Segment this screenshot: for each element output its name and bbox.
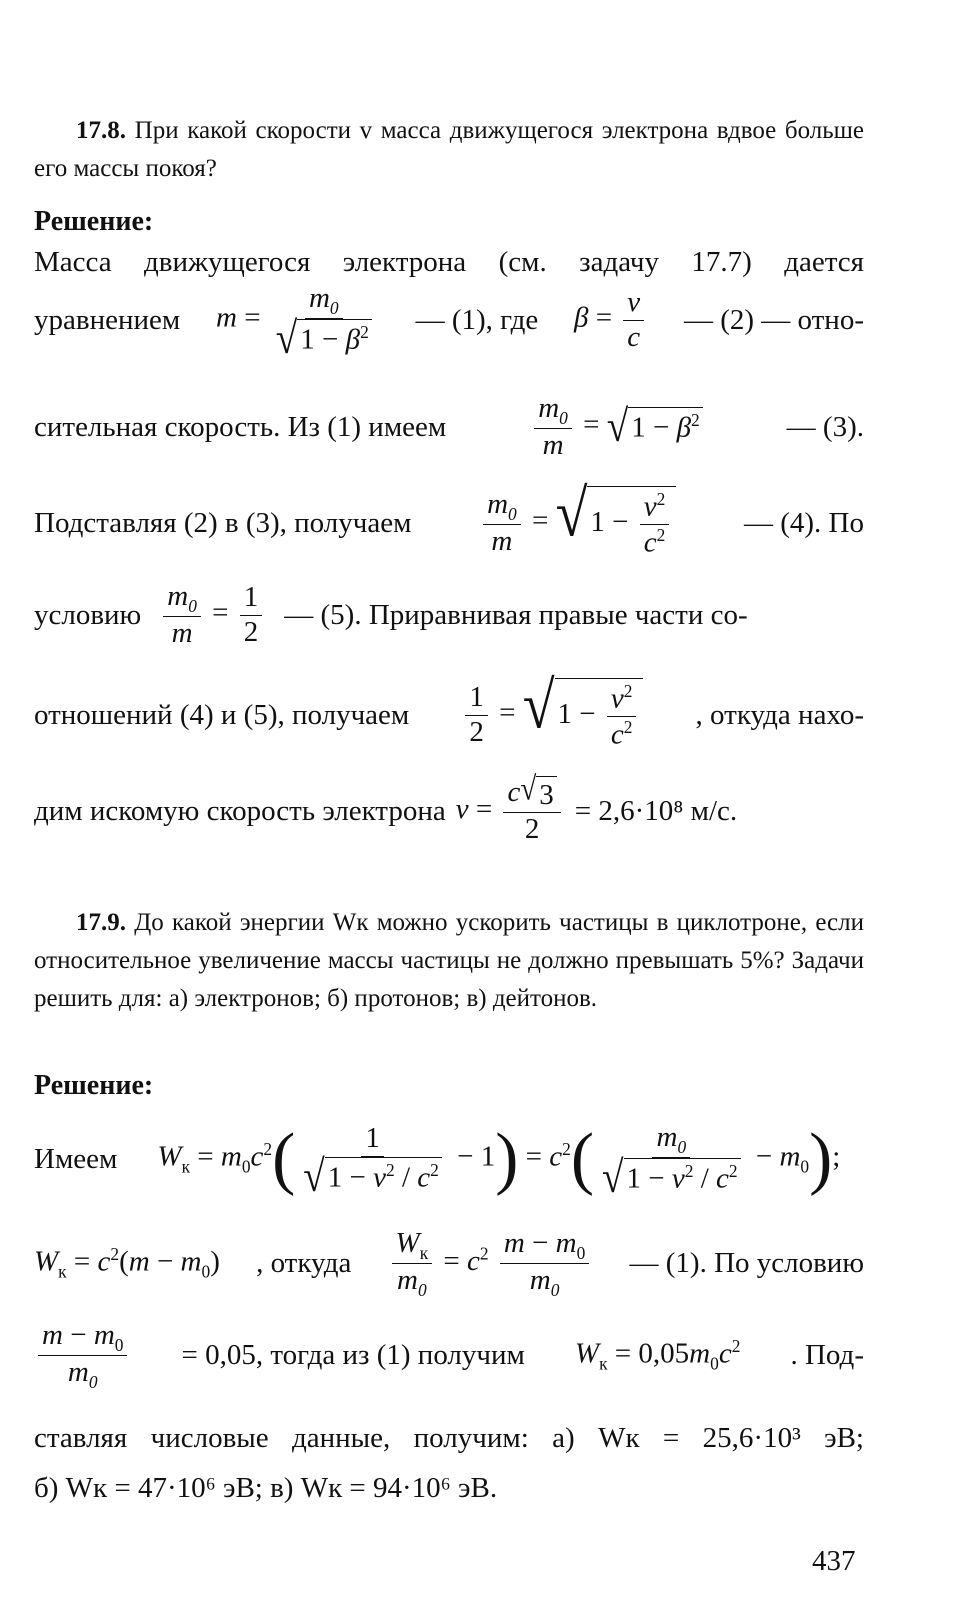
equation-row-2: [34, 372, 864, 482]
equation-row-1: [34, 265, 864, 375]
text: дим искомую скорость электрона: [34, 794, 446, 827]
results-line-1: ставляя числовые данные, получим: а) Wк = 25,6·10³ эВ;: [34, 1422, 864, 1454]
formula-wk-result: $W_к = 0,05m_0c^2$: [574, 1335, 741, 1374]
formula-beta: β = $\frac{v}{c}$: [574, 286, 648, 354]
text: — (1), где: [415, 303, 539, 336]
text: отношений (4) и (5), получаем: [34, 698, 410, 731]
problem-text: При какой скорости v масса движущегося электрона вдвое больше его массы покоя?: [34, 117, 865, 182]
formula-ratio: $\frac{m - m_0}{m_0}$: [34, 1319, 131, 1392]
text: Имеем: [34, 1142, 118, 1175]
text: условию: [34, 598, 142, 631]
problem-text: До какой энергии Wк можно ускорить частицы в циклотроне, если относительное увеличение массы частицы не должно превышать 5%? Задачи решить для: а) электронов; б) протонов; в) дейтонов.: [34, 909, 865, 1012]
solution-intro: Масса движущегося электрона (см. задачу 17.7) дается: [34, 246, 864, 278]
solution-heading: Решение:: [34, 206, 154, 237]
text: — (2) — отно-: [683, 303, 864, 336]
problem-number: 17.9.: [76, 909, 126, 936]
equation-row-6: [34, 756, 864, 866]
text: сительная скорость. Из (1) имеем: [34, 410, 447, 443]
equation-row-9: [34, 1300, 864, 1410]
formula-5: $\frac{m_0}{m}$ = $\frac{1}{2}$: [159, 580, 266, 650]
equation-row-7: [34, 1104, 864, 1214]
text: . Под-: [790, 1338, 864, 1371]
text: уравнением: [34, 303, 181, 336]
problem-17-9: [34, 904, 864, 1018]
problem-17-8: [34, 112, 864, 188]
formula-wk: $W_к = c^2(m - m_0)$: [34, 1243, 220, 1282]
text: — (4). По: [743, 506, 864, 539]
equation-row-5: [34, 660, 864, 770]
formula-equate: $\frac{1}{2}$ = √ 1 − $\frac{v^2}{c^2}$: [461, 678, 643, 752]
text: — (1). По условию: [629, 1246, 864, 1279]
formula-4: $\frac{m_0}{m}$ = √ 1 − $\frac{v^2}{c^2}$: [479, 486, 676, 560]
text: , откуда нахо-: [695, 698, 864, 731]
formula-mass: m = $m_0$ √ $1 - \beta^2$: [216, 282, 380, 358]
solution-heading: Решение:: [34, 1070, 154, 1101]
formula-3: $\frac{m_0}{m}$ = √ $1 - \beta^2$: [530, 392, 703, 462]
text: = 2,6·10⁸ м/с.: [574, 794, 738, 827]
formula-1: $\frac{W_к}{m_0}$ = $c^2$ $\frac{m - m_0}{m_0}$: [388, 1227, 594, 1300]
page-number: 437: [812, 1545, 856, 1577]
text: Подставляя (2) в (3), получаем: [34, 506, 412, 539]
text: — (3).: [786, 410, 864, 443]
text: — (5). Приравнивая правые части со-: [284, 598, 748, 631]
text: = 0,05, тогда из (1) получим: [181, 1338, 525, 1371]
formula-velocity: v = c √ 3 2: [456, 776, 565, 847]
text: , откуда: [256, 1246, 352, 1279]
problem-number: 17.8.: [76, 117, 126, 144]
equation-row-4: [34, 560, 864, 670]
formula-energy: $W_к = m_0c^2$( 1 √ $1 - v^2 / c^2$ − $1) = c^2$( $m_0$ √ $1 - v^2 / c^2$ − $m_0$);: [157, 1120, 841, 1203]
results-line-2: б) Wк = 47·10⁶ эВ; в) Wк = 94·10⁶ эВ.: [34, 1472, 498, 1504]
